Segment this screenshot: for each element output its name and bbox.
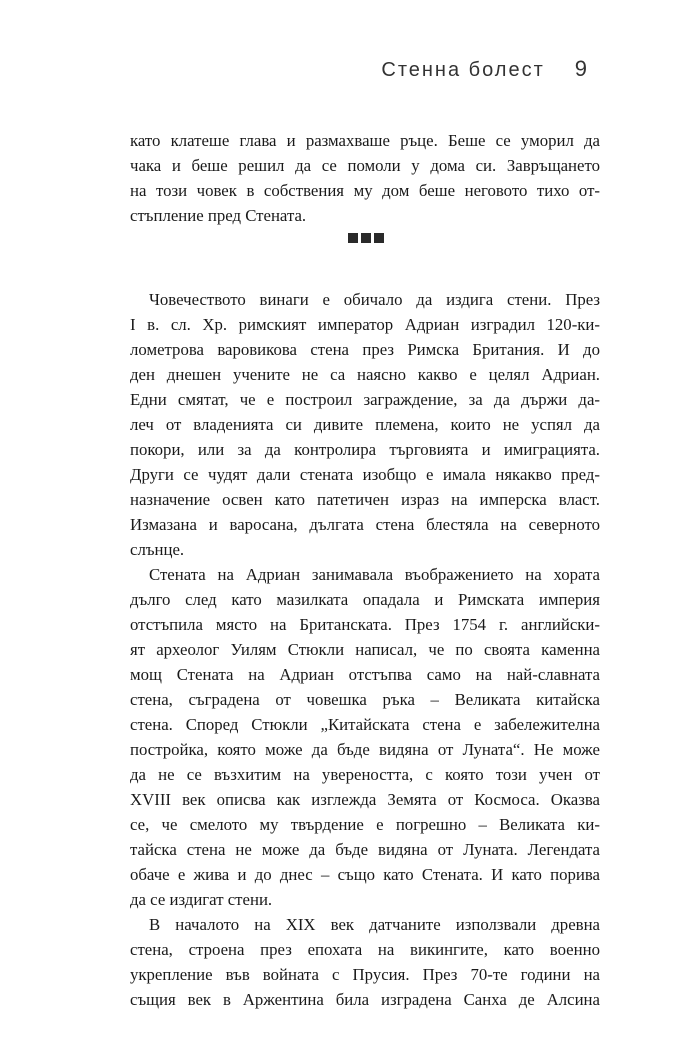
text-line: стъпление пред Стената.	[130, 206, 307, 225]
chapter-title: Стенна болест	[381, 59, 545, 81]
text-line: да се издигат стени.	[130, 890, 273, 909]
text-line: на този човек в собствения му дом беше неговото тихо от-	[130, 181, 600, 200]
divider-square	[361, 233, 371, 243]
text-line: леч от владенията си дивите племена, които не успял да	[130, 415, 600, 434]
main-text	[130, 287, 600, 1012]
text-line: покори, или за да контролира търговията и имиграцията.	[130, 440, 600, 459]
text-line: дълго след като мазилката опадала и Римската империя	[130, 590, 600, 609]
text-line: назначение освен като патетичен израз на имперска власт.	[130, 490, 600, 509]
text-line: лометрова варовикова стена през Римска Британия. И до	[130, 340, 600, 359]
section-divider	[348, 233, 384, 243]
text-line: се, че смелото му твърдение е погрешно – Великата ки-	[130, 815, 600, 834]
running-head	[381, 56, 587, 82]
text-line: слънце.	[130, 540, 185, 559]
text-line: В началото на XIX век датчаните използвали древна	[149, 915, 600, 934]
text-line: тайска стена не може да бъде видяна от Луната. Легендата	[130, 840, 600, 859]
divider-square	[374, 233, 384, 243]
paragraph-1	[130, 128, 600, 228]
page-number: 9	[574, 56, 587, 81]
text-line: укрепление във войната с Прусия. През 70-те години на	[130, 965, 600, 984]
text-line: като клатеше глава и размахваше ръце. Беше се уморил да	[130, 131, 600, 150]
text-line: Едни смятат, че е построил заграждение, за да държи да-	[130, 390, 600, 409]
text-line: да не се възхитим на увереността, с която този учен от	[130, 765, 600, 784]
text-line: ден днешен учените не са наясно какво е целял Адриан.	[130, 365, 600, 384]
text-line: Стената на Адриан занимавала въображението на хората	[149, 565, 600, 584]
text-line: мощ Стената на Адриан отстъпва само на най-славната	[130, 665, 600, 684]
text-line: отстъпила място на Британската. През 1754 г. английски-	[130, 615, 600, 634]
text-line: стена. Според Стюкли „Китайската стена е забележителна	[130, 715, 600, 734]
text-line: ят археолог Уилям Стюкли написал, че по своята каменна	[130, 640, 600, 659]
text-line: стена, строена през епохата на викингите, като военно	[130, 940, 600, 959]
text-line: постройка, която може да бъде видяна от Луната“. Не може	[130, 740, 600, 759]
text-line: I в. сл. Хр. римският император Адриан изградил 120-ки-	[130, 315, 600, 334]
text-line: стена, съградена от човешка ръка – Великата китайска	[130, 690, 600, 709]
text-line: Други се чудят дали стената изобщо е имала някакво пред-	[130, 465, 600, 484]
text-line: Човечеството винаги е обичало да издига стени. През	[149, 290, 600, 309]
text-line: XVIII век описва как изглежда Земята от Космоса. Оказва	[130, 790, 600, 809]
text-line: Измазана и варосана, дългата стена блестяла на северното	[130, 515, 600, 534]
divider-square	[348, 233, 358, 243]
text-line: обаче е жива и до днес – също като Стената. И като порива	[130, 865, 600, 884]
text-line: чака и беше решил да се помоли у дома си. Завръщането	[130, 156, 600, 175]
text-line: същия век в Аржентина била изградена Санха де Алсина	[130, 990, 600, 1009]
